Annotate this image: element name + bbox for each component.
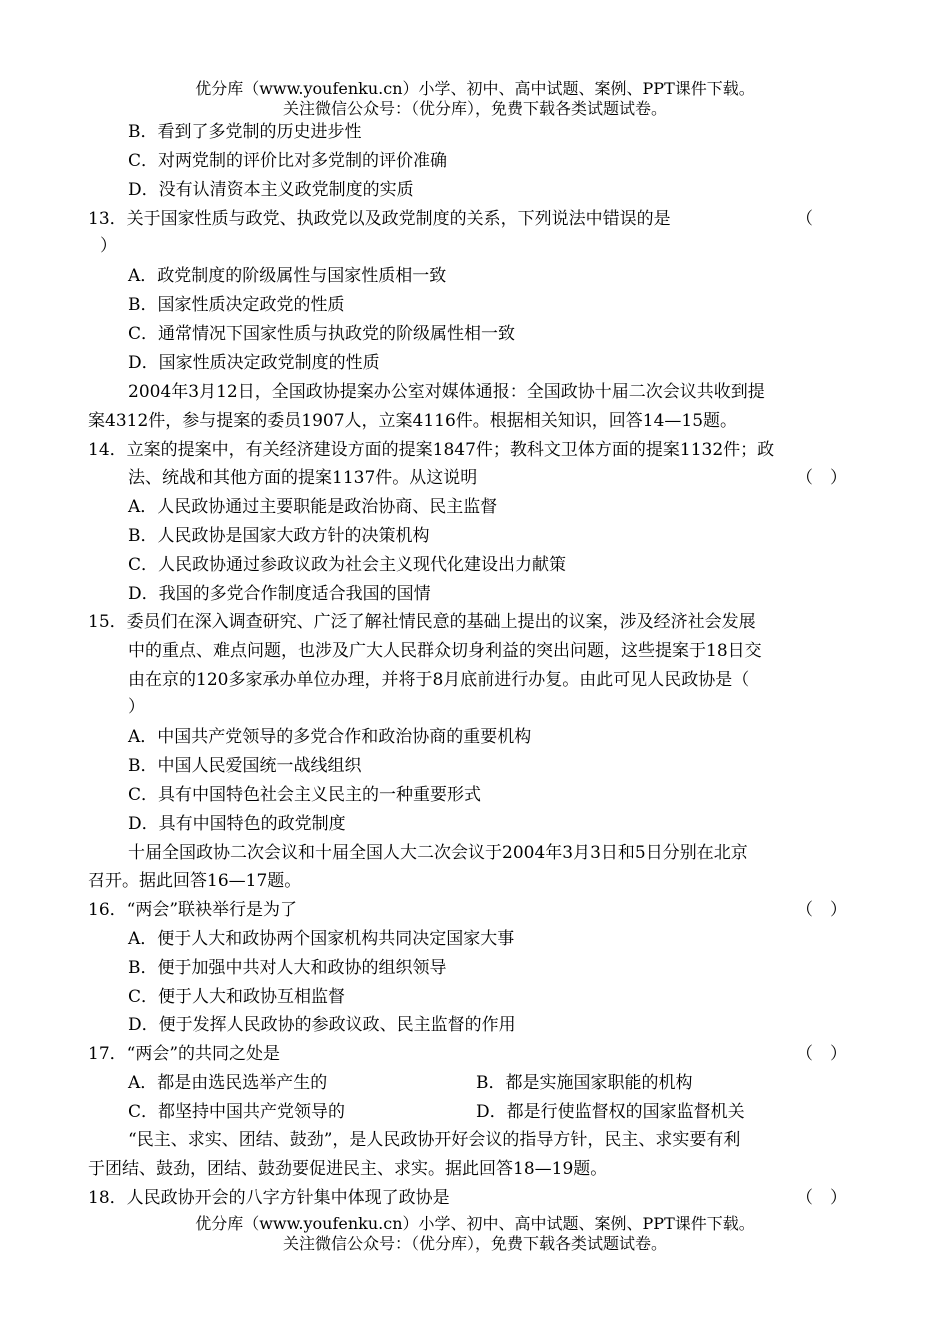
passage-14-15-line-2: 案4312件，参与提案的委员1907人，立案4116件。根据相关知识，回答14—15题。 <box>88 411 738 431</box>
passage-16-17-line-1: 十届全国政协二次会议和十届全国人大二次会议于2004年3月3日和5日分别在北京 <box>128 843 748 863</box>
passage-16-17-line-2: 召开。据此回答16—17题。 <box>88 871 302 891</box>
q14-answer-paren: （ ） <box>796 468 847 488</box>
q17-option-a: A．都是由选民选举产生的 <box>128 1073 328 1093</box>
passage-18-19-line-1: “民主、求实、团结、鼓劲”，是人民政协开好会议的指导方针，民主、求实要有利 <box>128 1130 741 1150</box>
q15-option-c: C．具有中国特色社会主义民主的一种重要形式 <box>128 785 482 805</box>
q15-option-b: B．中国人民爱国统一战线组织 <box>128 756 362 776</box>
q13-stem: 13．关于国家性质与政党、执政党以及政党制度的关系，下列说法中错误的是 <box>88 209 671 229</box>
q14-option-a: A．人民政协通过主要职能是政治协商、民主监督 <box>128 497 498 517</box>
q14-option-d: D．我国的多党合作制度适合我国的国情 <box>128 584 431 604</box>
q14-option-b: B．人民政协是国家大政方针的决策机构 <box>128 526 430 546</box>
q16-option-b: B．便于加强中共对人大和政协的组织领导 <box>128 958 447 978</box>
q16-option-a: A．便于人大和政协两个国家机构共同决定国家大事 <box>128 929 515 949</box>
q16-option-d: D．便于发挥人民政协的参政议政、民主监督的作用 <box>128 1015 516 1035</box>
header-line-2: 关注微信公众号：（优分库），免费下载各类试题试卷。 <box>282 99 667 118</box>
q12-option-d: D．没有认清资本主义政党制度的实质 <box>128 180 414 200</box>
q16-stem: 16．“两会”联袂举行是为了 <box>88 900 298 920</box>
q17-option-b: B．都是实施国家职能的机构 <box>476 1073 693 1093</box>
q15-stem-line-2: 中的重点、难点问题，也涉及广大人民群众切身利益的突出问题，这些提案于18日交 <box>128 641 762 661</box>
q14-option-c: C．人民政协通过参政议政为社会主义现代化建设出力献策 <box>128 555 567 575</box>
q17-answer-paren: （ ） <box>796 1044 847 1064</box>
q13-option-d: D．国家性质决定政党制度的性质 <box>128 353 380 373</box>
q13-option-b: B．国家性质决定政党的性质 <box>128 295 345 315</box>
footer-line-1: 优分库（www.youfenku.cn）小学、初中、高中试题、案例、PPT课件下载。 <box>195 1214 755 1233</box>
q17-option-d: D．都是行使监督权的国家监督机关 <box>476 1102 745 1122</box>
q12-option-c: C．对两党制的评价比对多党制的评价准确 <box>128 151 448 171</box>
q18-stem: 18．人民政协开会的八字方针集中体现了政协是 <box>88 1188 450 1208</box>
q13-option-a: A．政党制度的阶级属性与国家性质相一致 <box>128 266 447 286</box>
q15-option-a: A．中国共产党领导的多党合作和政治协商的重要机构 <box>128 727 532 747</box>
q17-option-c: C．都坚持中国共产党领导的 <box>128 1102 346 1122</box>
header-line-1: 优分库（www.youfenku.cn）小学、初中、高中试题、案例、PPT课件下载。 <box>195 79 755 98</box>
q15-stem-line-4: ） <box>128 697 145 717</box>
q16-answer-paren: （ ） <box>796 900 847 920</box>
q12-option-b: B．看到了多党制的历史进步性 <box>128 122 362 142</box>
q16-option-c: C．便于人大和政协互相监督 <box>128 987 346 1007</box>
passage-14-15-line-1: 2004年3月12日，全国政协提案办公室对媒体通报：全国政协十届二次会议共收到提 <box>128 382 765 402</box>
q13-option-c: C．通常情况下国家性质与执政党的阶级属性相一致 <box>128 324 516 344</box>
footer-line-2: 关注微信公众号：（优分库），免费下载各类试题试卷。 <box>282 1234 667 1253</box>
q15-stem-line-1: 15．委员们在深入调查研究、广泛了解社情民意的基础上提出的议案，涉及经济社会发展 <box>88 612 756 632</box>
passage-18-19-line-2: 于团结、鼓劲，团结、鼓劲要促进民主、求实。据此回答18—19题。 <box>88 1159 608 1179</box>
q14-stem-line-1: 14．立案的提案中，有关经济建设方面的提案1847件；教科文卫体方面的提案1132件；政 <box>88 440 775 460</box>
q15-stem-line-3: 由在京的120多家承办单位办理，并将于8月底前进行办复。由此可见人民政协是（ <box>128 670 750 690</box>
q15-option-d: D．具有中国特色的政党制度 <box>128 814 346 834</box>
q14-stem-line-2: 法、统战和其他方面的提案1137件。从这说明 <box>128 468 478 488</box>
q13-answer-paren-open: （ <box>796 209 813 229</box>
q18-answer-paren: （ ） <box>796 1188 847 1208</box>
q13-answer-paren-close: ） <box>100 236 117 256</box>
q17-stem: 17．“两会”的共同之处是 <box>88 1044 281 1064</box>
